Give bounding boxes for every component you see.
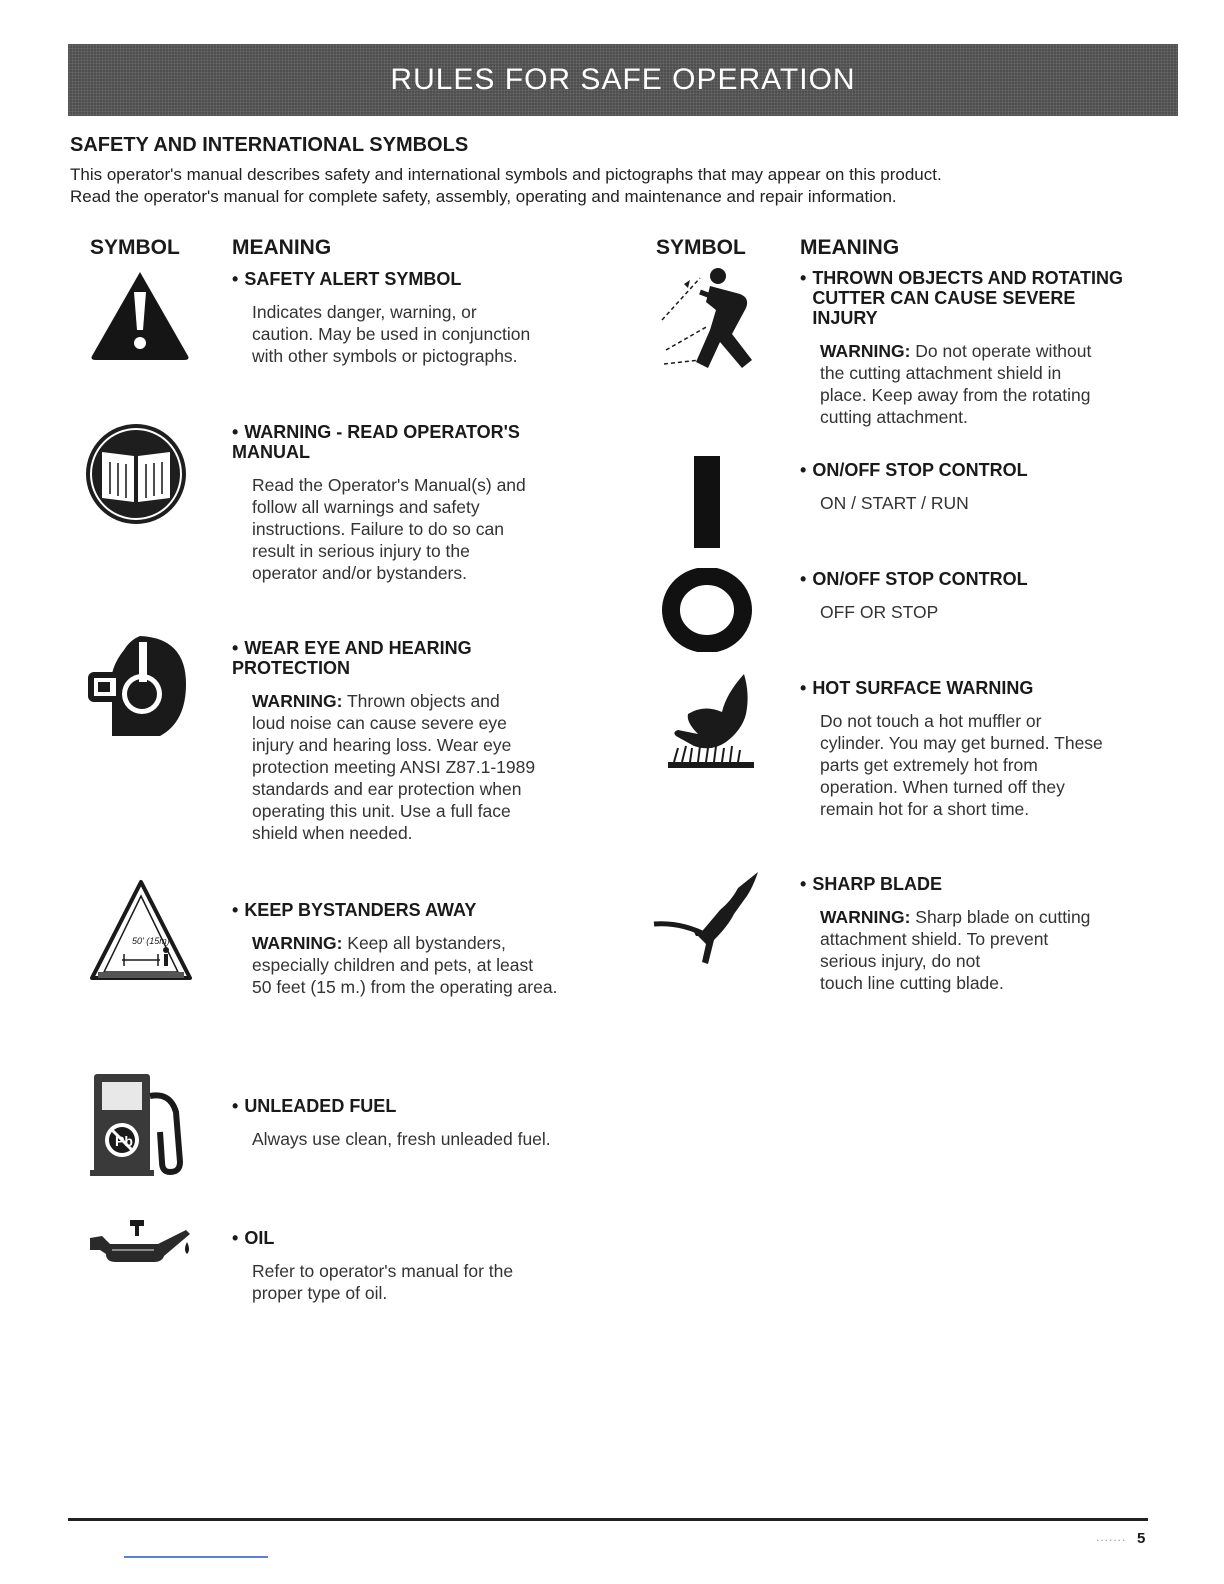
symbol-entry: • KEEP BYSTANDERS AWAY WARNING: Keep all bystanders, especially children and pets, at least 50 feet (15 m.) from the operating area. [232, 900, 612, 998]
entry-description: OFF OR STOP [820, 602, 939, 622]
thrown-objects-icon [660, 264, 764, 379]
symbol-entry: • UNLEADED FUEL Always use clean, fresh unleaded fuel. [232, 1096, 612, 1150]
meaning-column-header: MEANING [800, 236, 900, 259]
warning-label: WARNING: [252, 933, 343, 953]
svg-text:Pb: Pb [115, 1133, 133, 1149]
entry-title: UNLEADED FUEL [244, 1096, 397, 1116]
symbol-column-header: SYMBOL [656, 236, 746, 259]
entry-title: SHARP BLADE [812, 874, 942, 894]
intro-paragraph [70, 164, 1170, 208]
entry-description: WARNING: Thrown objects and loud noise can cause severe eye injury and hearing loss. Wear eye protection meeting ANSI Z87.1-1989 standards and ear protection when operating this unit. Use a full face shield when needed. [252, 691, 536, 843]
warning-label: WARNING: [252, 691, 343, 711]
entry-title: HOT SURFACE WARNING [812, 678, 1034, 698]
entry-title: SAFETY ALERT SYMBOL [244, 269, 462, 289]
intro-line: This operator's manual describes safety and international symbols and pictographs that may appear on this product. [70, 165, 942, 184]
symbol-entry: • THROWN OBJECTS AND ROTATING CUTTER CAN CAUSE SEVERE INJURY WARNING: Do not operate without the cutting attachment shield in place. Keep away from the rotating cutting attachment. [800, 268, 1160, 428]
entry-description: WARNING: Sharp blade on cutting attachment shield. To prevent serious injury, do not touch line cutting blade. [820, 907, 1091, 993]
off-symbol-icon [662, 568, 752, 657]
symbol-entry: • WARNING - READ OPERATOR'S MANUAL Read the Operator's Manual(s) and follow all warnings and safety instructions. Failure to do so can result in serious injury to the operator and/or bystanders. [232, 422, 592, 584]
entry-description: WARNING: Keep all bystanders, especially children and pets, at least 50 feet (15 m.) from the operating area. [252, 933, 558, 997]
svg-text:50' (15m): 50' (15m) [132, 936, 170, 946]
footer-link-underline [124, 1556, 268, 1558]
page-title: RULES FOR SAFE OPERATION [390, 63, 856, 96]
entry-description: Always use clean, fresh unleaded fuel. [252, 1129, 551, 1149]
meaning-column-header: MEANING [232, 236, 332, 259]
section-title: SAFETY AND INTERNATIONAL SYMBOLS [70, 134, 469, 156]
entry-title: OIL [244, 1228, 275, 1248]
header-banner [68, 44, 1178, 116]
keep-bystanders-away-icon [88, 878, 194, 989]
on-symbol-icon [692, 456, 722, 553]
fuel-pump-icon [90, 1072, 190, 1183]
sharp-blade-icon [652, 870, 762, 975]
entry-title: ON/OFF STOP CONTROL [812, 460, 1028, 480]
entry-description: Read the Operator's Manual(s) and follow all warnings and safety instructions. Failure to do so can result in serious injury to the operator and/or bystanders. [252, 475, 526, 583]
warning-label: WARNING: [820, 907, 911, 927]
page-number: 5 [1137, 1530, 1146, 1547]
entry-description: Refer to operator's manual for the proper type of oil. [252, 1261, 514, 1303]
entry-description: WARNING: Do not operate without the cutting attachment shield in place. Keep away from the rotating cutting attachment. [820, 341, 1092, 427]
entry-description: Indicates danger, warning, or caution. May be used in conjunction with other symbols or pictographs. [252, 302, 531, 366]
warning-label: WARNING: [820, 341, 911, 361]
entry-title: THROWN OBJECTS AND ROTATING CUTTER CAN CAUSE SEVERE INJURY [812, 268, 1123, 328]
entry-description: Do not touch a hot muffler or cylinder. You may get burned. These parts get extremely hot from operation. When turned off they remain hot for a short time. [820, 711, 1103, 819]
symbol-entry: • WEAR EYE AND HEARING PROTECTION WARNING: Thrown objects and loud noise can cause severe eye injury and hearing loss. Wear eye protection meeting ANSI Z87.1-1989 standards and ear protection when operating this unit. Use a full face shield when needed. [232, 638, 562, 844]
symbol-entry: • ON/OFF STOP CONTROL OFF OR STOP [800, 569, 1160, 623]
intro-line: Read the operator's manual for complete safety, assembly, operating and maintenance and repair information. [70, 187, 897, 206]
hot-surface-icon [664, 674, 760, 777]
entry-title: WARNING - READ OPERATOR'S MANUAL [232, 422, 520, 462]
symbol-entry: • SAFETY ALERT SYMBOL Indicates danger, warning, or caution. May be used in conjunction with other symbols or pictographs. [232, 269, 612, 367]
symbol-entry: • HOT SURFACE WARNING Do not touch a hot muffler or cylinder. You may get burned. These parts get extremely hot from operation. When turned off they remain hot for a short time. [800, 678, 1170, 820]
symbol-column-header: SYMBOL [90, 236, 180, 259]
entry-title: WEAR EYE AND HEARING PROTECTION [232, 638, 472, 678]
symbol-entry: • SHARP BLADE WARNING: Sharp blade on cutting attachment shield. To prevent serious injury, do not touch line cutting blade. [800, 874, 1160, 994]
footer-dots: ....... [1096, 1530, 1127, 1544]
eye-hearing-protection-icon [84, 632, 190, 745]
safety-alert-icon [88, 268, 192, 367]
footer-divider [68, 1518, 1148, 1521]
read-manual-icon [84, 422, 188, 531]
entry-description: ON / START / RUN [820, 493, 969, 513]
oil-can-icon [86, 1220, 196, 1285]
symbol-entry: • OIL Refer to operator's manual for the proper type of oil. [232, 1228, 612, 1304]
entry-title: ON/OFF STOP CONTROL [812, 569, 1028, 589]
entry-title: KEEP BYSTANDERS AWAY [244, 900, 477, 920]
symbol-entry: • ON/OFF STOP CONTROL ON / START / RUN [800, 460, 1160, 514]
